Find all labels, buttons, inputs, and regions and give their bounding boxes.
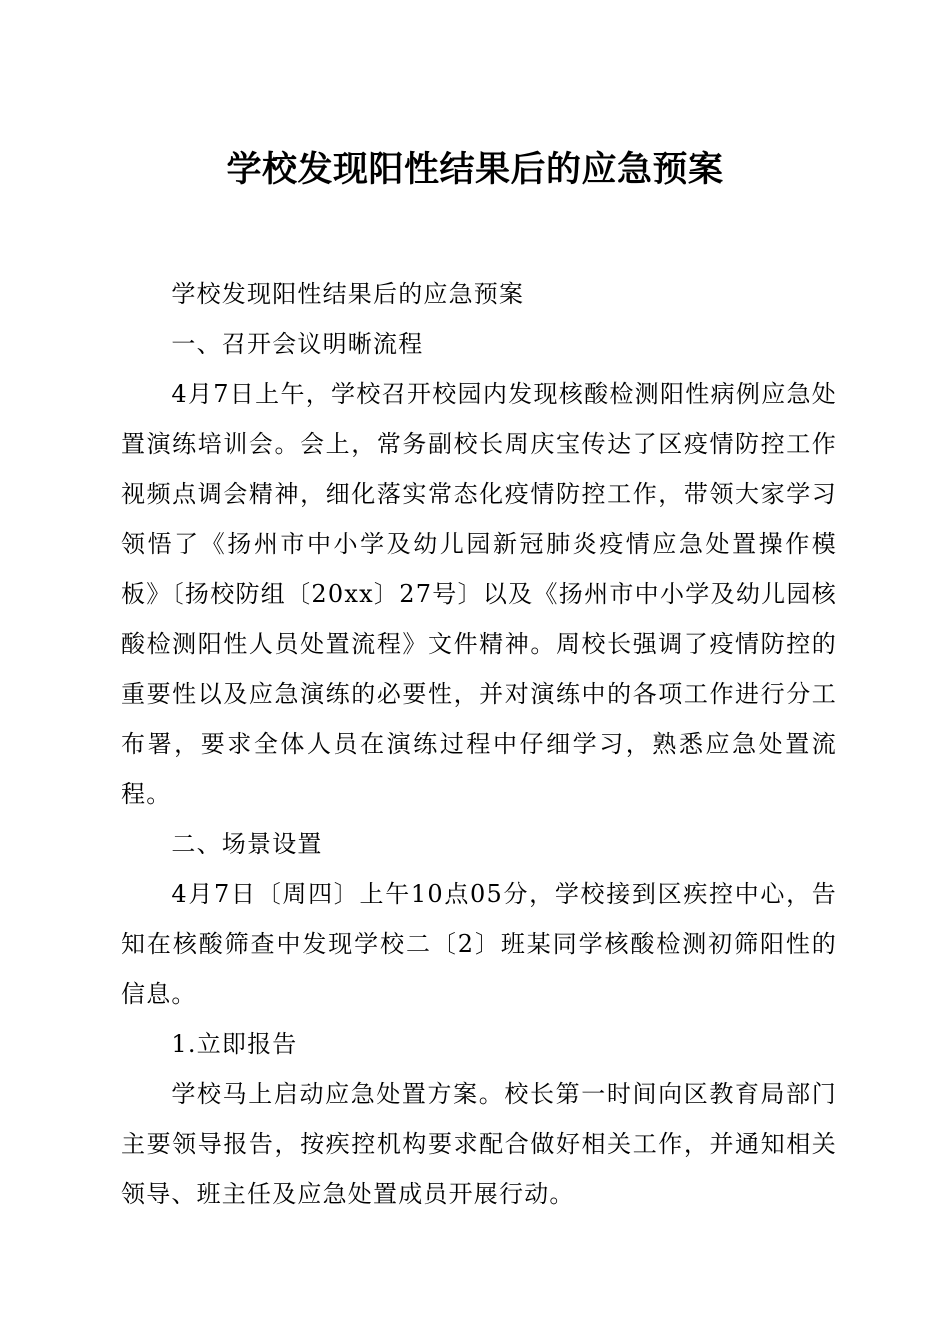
paragraph-report: 学校马上启动应急处置方案。校长第一时间向区教育局部门主要领导报告，按疾控机构要求配合做好相关工作，并通知相关领导、班主任及应急处置成员开展行动。 bbox=[121, 1080, 837, 1208]
section-heading-1: 一、召开会议明晰流程 bbox=[171, 330, 424, 358]
body-heading: 学校发现阳性结果后的应急预案 bbox=[171, 280, 525, 308]
section-heading-2: 二、场景设置 bbox=[171, 830, 323, 858]
subsection-heading-report: 1.立即报告 bbox=[171, 1030, 298, 1058]
paragraph-meeting: 4月7日上午，学校召开校园内发现核酸检测阳性病例应急处置演练培训会。会上，常务副校长周庆宝传达了区疫情防控工作视频点调会精神，细化落实常态化疫情防控工作，带领大家学习领悟了《扬州市中小学及幼儿园新冠肺炎疫情应急处置操作模板》〔扬校防组〔20xx〕27号〕以及《扬州市中小学及幼儿园核酸检测阳性人员处置流程》文件精神。周校长强调了疫情防控的重要性以及应急演练的必要性，并对演练中的各项工作进行分工布署，要求全体人员在演练过程中仔细学习，熟悉应急处置流程。 bbox=[121, 380, 837, 808]
document-body bbox=[121, 269, 837, 1219]
paragraph-scenario: 4月7日〔周四〕上午10点05分，学校接到区疾控中心，告知在核酸筛查中发现学校二〔2〕班某同学核酸检测初筛阳性的信息。 bbox=[121, 880, 837, 1008]
document-title: 学校发现阳性结果后的应急预案 bbox=[226, 150, 724, 190]
